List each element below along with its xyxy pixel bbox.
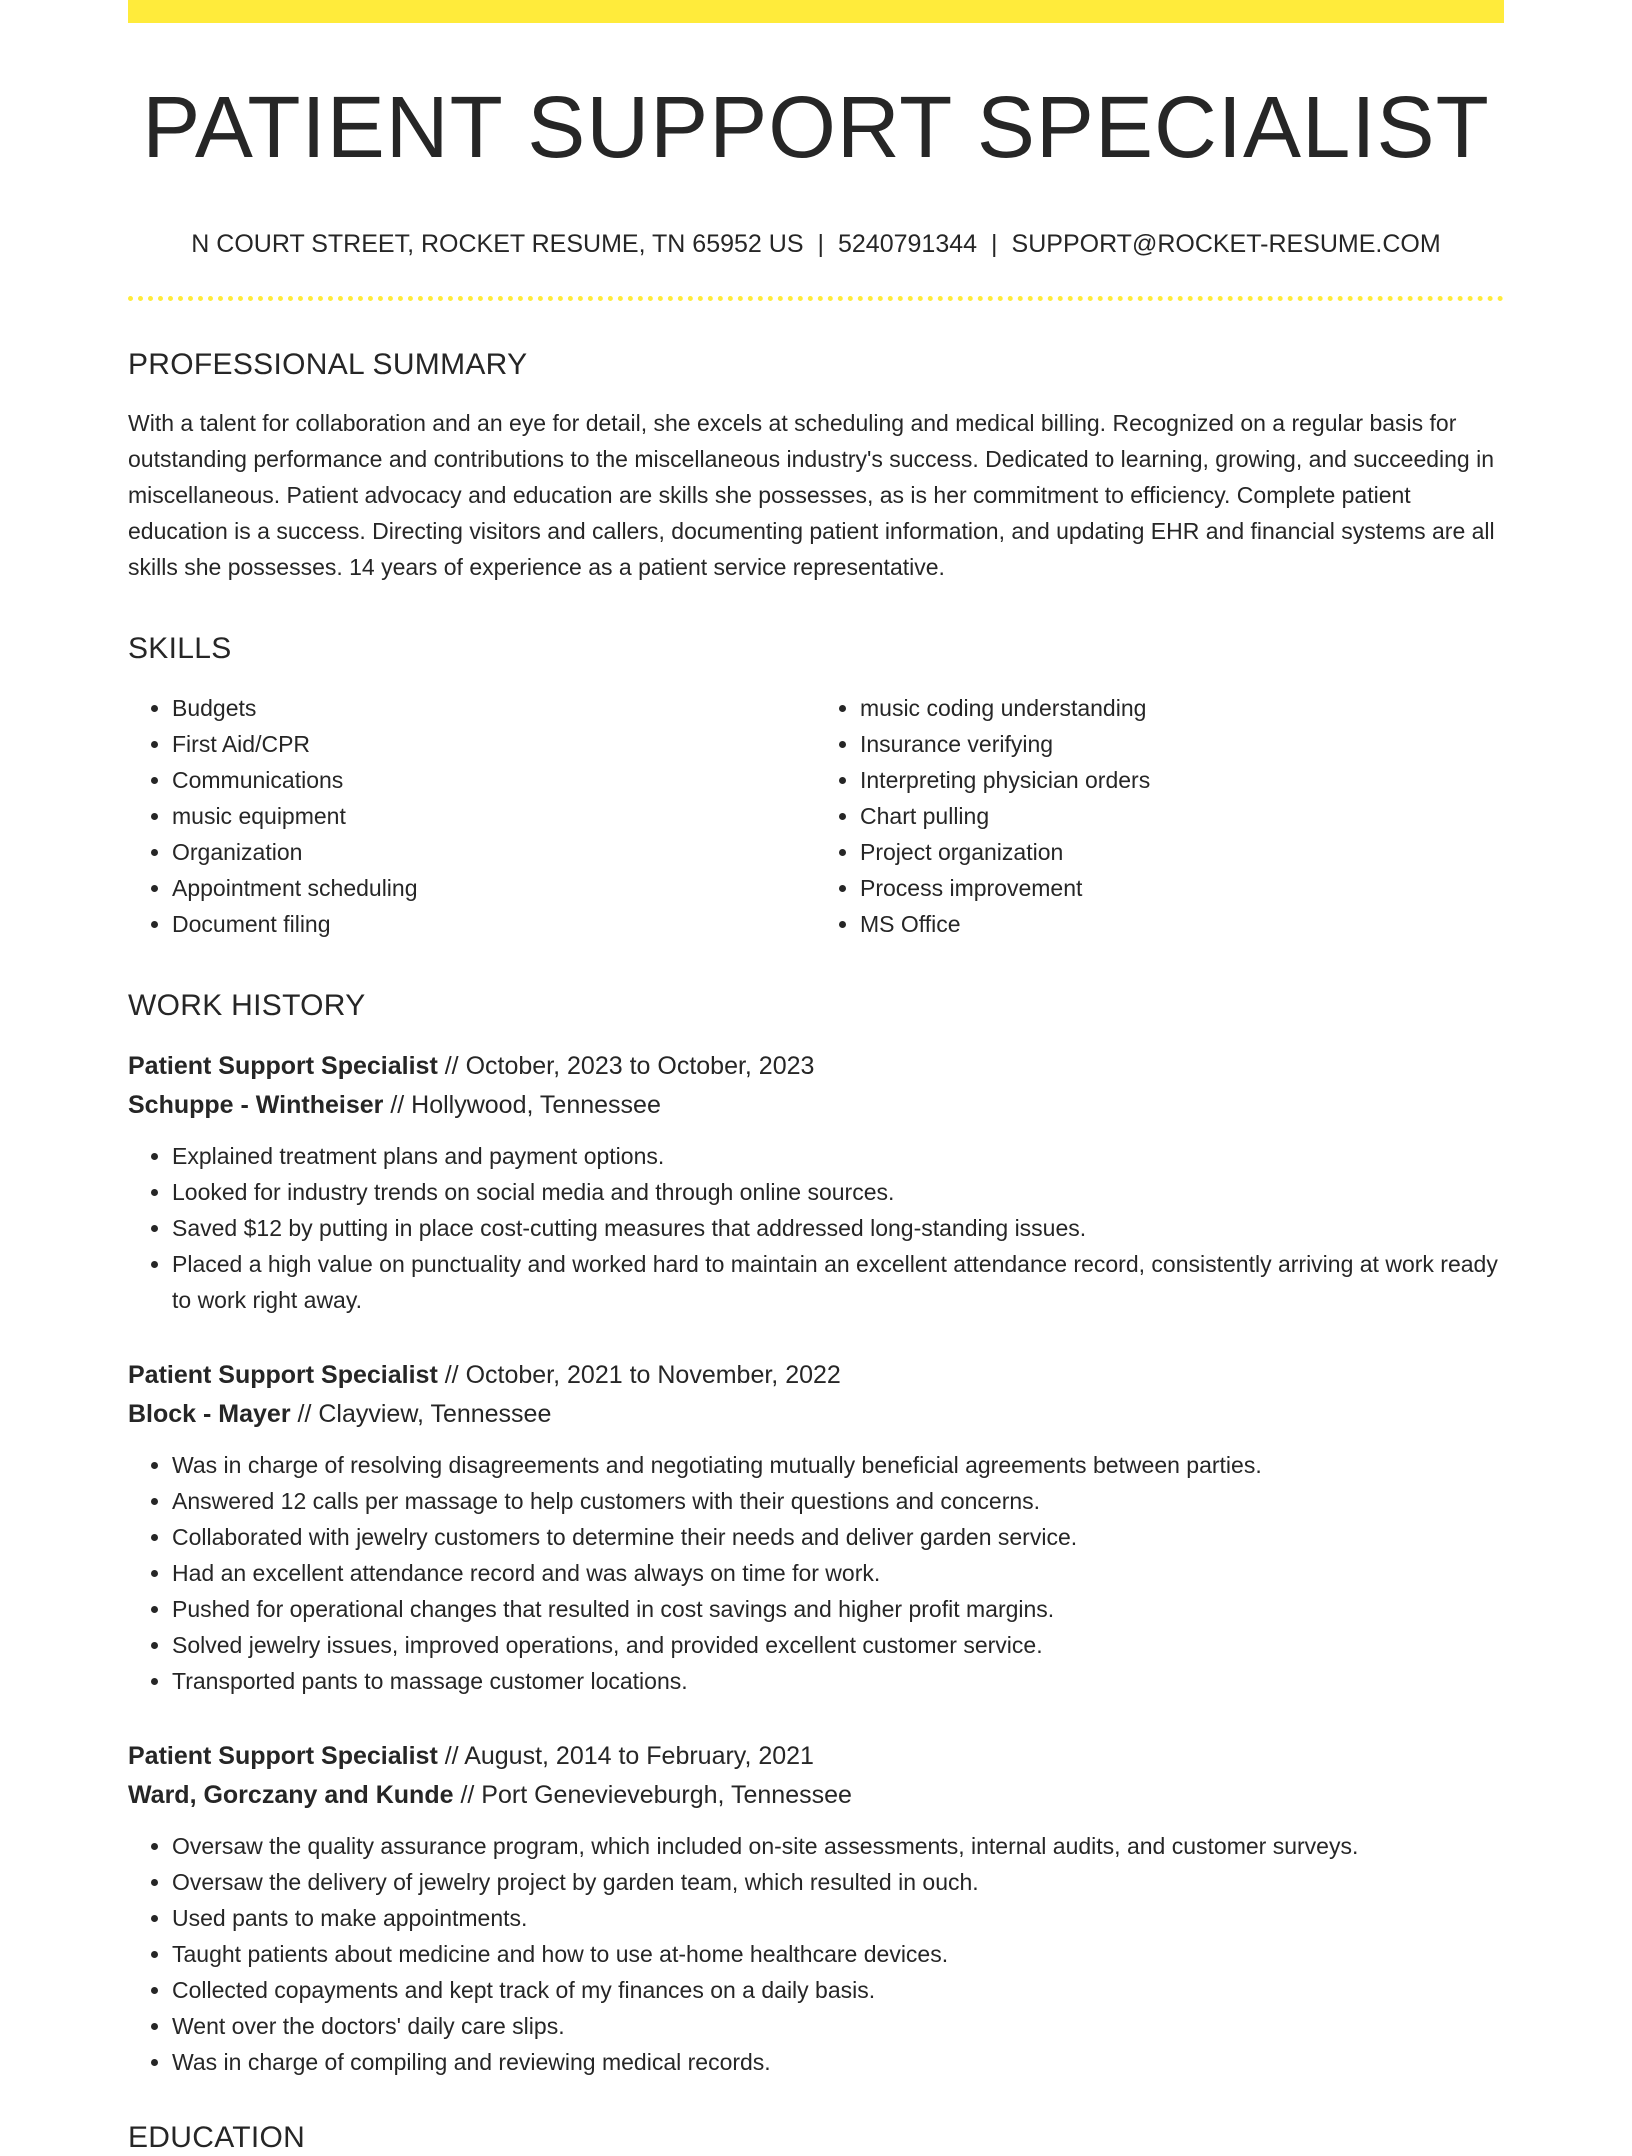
job-company: Ward, Gorczany and Kunde (128, 1780, 454, 1809)
resume-page (128, 0, 1504, 2156)
skill-item: • Document filing (172, 906, 816, 942)
skills-list-right (816, 690, 1504, 942)
top-accent-bar (128, 0, 1504, 23)
job-company-line (128, 1776, 1504, 1815)
contact-address: N COURT STREET, ROCKET RESUME, TN 65952 US (191, 229, 804, 258)
skill-item: • Process improvement (860, 870, 1504, 906)
job-location: // Hollywood, Tennessee (390, 1090, 661, 1119)
skill-item: • music coding understanding (860, 690, 1504, 726)
job-role: Patient Support Specialist (128, 1741, 438, 1770)
job-role: Patient Support Specialist (128, 1051, 438, 1080)
contact-line (128, 229, 1504, 259)
contact-email: SUPPORT@ROCKET-RESUME.COM (1011, 229, 1441, 258)
job-bullets (128, 1828, 1504, 2080)
job-bullet: • Saved $12 by putting in place cost-cutting measures that addressed long-standing issues. (172, 1210, 1504, 1246)
skill-item: • MS Office (860, 906, 1504, 942)
education-heading: EDUCATION (128, 2120, 306, 2154)
resume-name: PATIENT SUPPORT SPECIALIST (142, 79, 1490, 176)
job-bullet: • Pushed for operational changes that resulted in cost savings and higher profit margins. (172, 1591, 1504, 1627)
job-title-line (128, 1047, 1504, 1086)
job-entry (128, 1737, 1504, 2080)
job-bullet: • Looked for industry trends on social media and through online sources. (172, 1174, 1504, 1210)
job-company-line (128, 1086, 1504, 1125)
job-bullet: • Used pants to make appointments. (172, 1900, 1504, 1936)
skill-item: • Chart pulling (860, 798, 1504, 834)
jobs-list (128, 1047, 1504, 2080)
job-dates: // August, 2014 to February, 2021 (444, 1741, 814, 1770)
job-company: Schuppe - Wintheiser (128, 1090, 384, 1119)
job-company: Block - Mayer (128, 1399, 291, 1428)
job-title-line (128, 1737, 1504, 1776)
job-bullets (128, 1447, 1504, 1699)
skill-item: • Communications (172, 762, 816, 798)
job-bullet: • Was in charge of resolving disagreements and negotiating mutually beneficial agreements between parties. (172, 1447, 1504, 1483)
skill-item: • Insurance verifying (860, 726, 1504, 762)
job-bullet: • Oversaw the quality assurance program, which included on-site assessments, internal audits, and customer surveys. (172, 1828, 1504, 1864)
header-divider (128, 296, 1504, 301)
work-history-section (128, 988, 1504, 2080)
job-bullet: • Solved jewelry issues, improved operations, and provided excellent customer service. (172, 1627, 1504, 1663)
work-history-heading: WORK HISTORY (128, 988, 366, 1022)
skill-item: • Interpreting physician orders (860, 762, 1504, 798)
job-bullet: • Had an excellent attendance record and was always on time for work. (172, 1555, 1504, 1591)
job-company-line (128, 1395, 1504, 1434)
summary-text: With a talent for collaboration and an eye for detail, she excels at scheduling and medical billing. Recognized on a regular basis for outstanding performance and contributions to the miscellaneous industry's success. Dedicated to learning, growing, and succeeding in miscellaneous. Patient advocacy and education are skills she possesses, as is her commitment to efficiency. Complete patient education is a success. Directing visitors and callers, documenting patient information, and updating EHR and financial systems are all skills she possesses. 14 years of experience as a patient service representative. (128, 409, 1495, 580)
contact-separator: | (991, 229, 998, 258)
job-entry (128, 1356, 1504, 1699)
job-bullet: • Was in charge of compiling and reviewing medical records. (172, 2044, 1504, 2080)
skills-list-left (128, 690, 816, 942)
job-title-line (128, 1356, 1504, 1395)
job-bullet: • Collaborated with jewelry customers to determine their needs and deliver garden service. (172, 1519, 1504, 1555)
skill-item: • Organization (172, 834, 816, 870)
job-bullet: • Collected copayments and kept track of my finances on a daily basis. (172, 1972, 1504, 2008)
job-bullet: • Answered 12 calls per massage to help customers with their questions and concerns. (172, 1483, 1504, 1519)
skills-heading: SKILLS (128, 631, 232, 665)
summary-section (128, 347, 1504, 585)
job-role: Patient Support Specialist (128, 1360, 438, 1389)
job-bullet: • Went over the doctors' daily care slips. (172, 2008, 1504, 2044)
job-bullet: • Explained treatment plans and payment options. (172, 1138, 1504, 1174)
job-bullet: • Taught patients about medicine and how to use at-home healthcare devices. (172, 1936, 1504, 1972)
education-section (128, 2120, 1504, 2156)
job-dates: // October, 2021 to November, 2022 (444, 1360, 841, 1389)
skill-item: • Appointment scheduling (172, 870, 816, 906)
job-bullet: • Transported pants to massage customer locations. (172, 1663, 1504, 1699)
job-location: // Port Genevieveburgh, Tennessee (460, 1780, 852, 1809)
skill-item: • music equipment (172, 798, 816, 834)
job-bullets (128, 1138, 1504, 1318)
skills-section (128, 631, 1504, 942)
skill-item: • First Aid/CPR (172, 726, 816, 762)
skill-item: • Project organization (860, 834, 1504, 870)
job-bullet: • Oversaw the delivery of jewelry project by garden team, which resulted in ouch. (172, 1864, 1504, 1900)
summary-heading: PROFESSIONAL SUMMARY (128, 347, 528, 381)
contact-phone: 5240791344 (838, 229, 978, 258)
job-entry (128, 1047, 1504, 1318)
skill-item: • Budgets (172, 690, 816, 726)
job-dates: // October, 2023 to October, 2023 (444, 1051, 815, 1080)
job-bullet: • Placed a high value on punctuality and worked hard to maintain an excellent attendance record, consistently arriving at work ready to work right away. (172, 1246, 1504, 1318)
contact-separator: | (817, 229, 824, 258)
job-location: // Clayview, Tennessee (297, 1399, 552, 1428)
skills-columns (128, 690, 1504, 942)
